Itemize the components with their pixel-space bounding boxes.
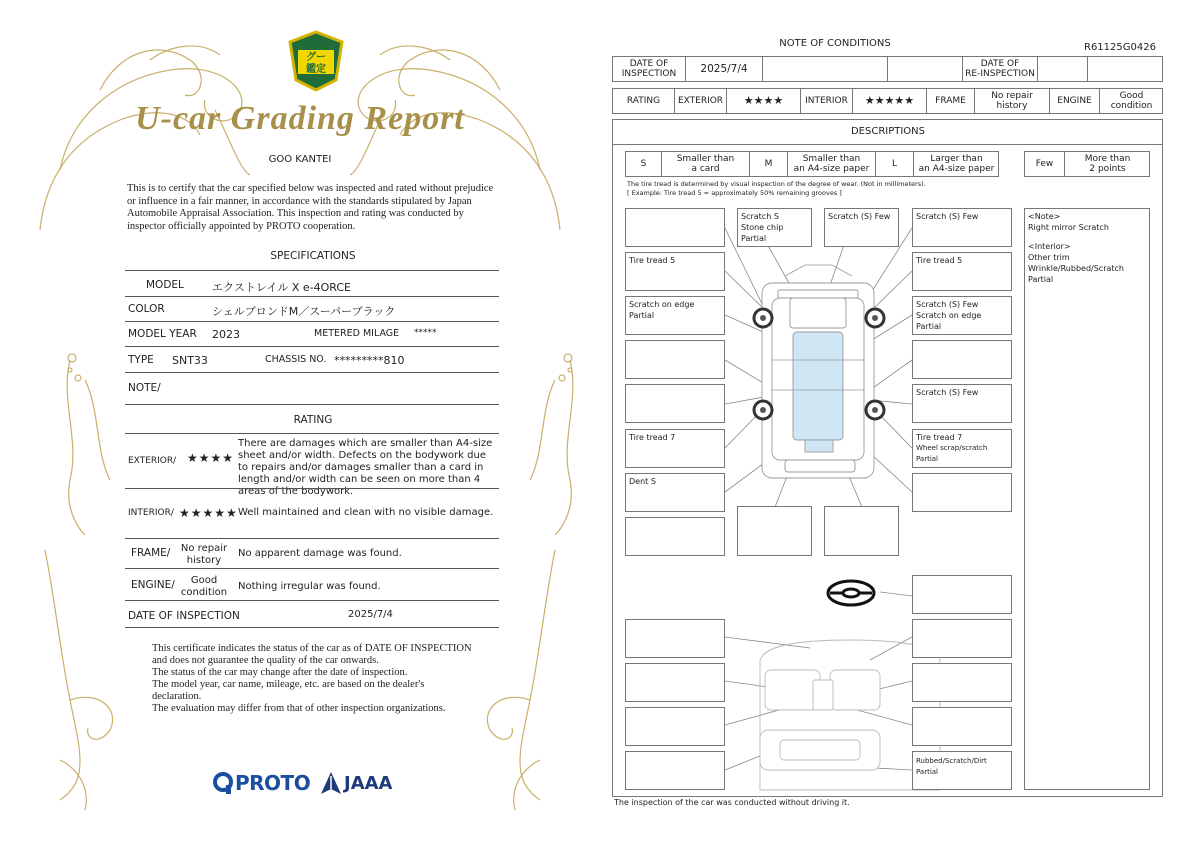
note-box [824,506,899,556]
interior-stars: ★★★★★ [179,506,238,520]
goo-kantei-logo [286,30,346,92]
report-subtitle: GOO KANTEI [268,154,332,165]
engine-description: Nothing irregular was found. [238,581,381,592]
exterior-label: EXTERIOR/ [128,456,177,466]
note-box-dent: Dent S [625,473,725,512]
note-box-scratch-s: Scratch S Stone chip Partial [737,208,812,247]
interior-label: INTERIOR [801,89,853,113]
note-label: NOTE/ [128,382,161,394]
frame-label: FRAME [927,89,975,113]
note-box [912,575,1012,614]
frame-label: FRAME/ [131,547,171,559]
model-year-label: MODEL YEAR [128,328,197,340]
note-box-tire-rear-right: Tire tread 7 Wheel scrap/scratch Partial [912,429,1012,468]
proto-icon [212,771,234,795]
conditions-footer: The inspection of the car was conducted without driving it. [614,798,850,807]
note-box [737,506,812,556]
jaaa-icon [320,771,342,795]
certificate-footer: This certificate indicates the status of the car as of DATE OF INSPECTION and does not guarantee the quality of the car onwards. The status of the car may change after the date of inspection. The model year, car name, mileage, etc. are based on the dealer's declaration. The evaluation may differ from that of other inspection organizations. [152,643,472,714]
date-of-inspection-value: 2025/7/4 [348,609,393,620]
steering-wheel-icon [828,581,874,605]
model-label: MODEL [146,279,184,291]
mileage-value: ***** [414,328,437,338]
jaaa-logo-text: JAAA [344,773,393,794]
reinspection-label: DATE OF RE-INSPECTION [963,57,1038,81]
exterior-stars: ★★★★ [727,89,801,113]
note-box [625,751,725,790]
date-inspection-value: 2025/7/4 [686,57,763,81]
engine-label: ENGINE/ [131,579,175,591]
ornament-right-side [480,340,600,540]
few-legend: Few More than 2 points [1024,151,1150,177]
svg-text:グー: グー [306,52,326,63]
rating-label: RATING [613,89,675,113]
specs-header: SPECIFICATIONS [270,250,356,262]
note-box [625,208,725,247]
descriptions-header: DESCRIPTIONS [850,126,926,137]
notes-panel: <Note> Right mirror Scratch <Interior> Other trim Wrinkle/Rubbed/Scratch Partial [1024,208,1150,790]
note-box [912,619,1012,658]
type-value: SNT33 [172,354,208,367]
interior-stars: ★★★★★ [853,89,927,113]
engine-label: ENGINE [1050,89,1100,113]
note-box-scratch-few-top: Scratch (S) Few [824,208,899,247]
type-label: TYPE [128,354,154,366]
note-box [912,340,1012,379]
frame-value: No repair history [975,89,1050,113]
note-box-right-low: Scratch (S) Few [912,384,1012,423]
note-box [625,517,725,556]
model-value: エクストレイル X e-4ORCE [212,281,351,294]
date-inspection-label: DATE OF INSPECTION [613,57,686,81]
svg-text:鑑定: 鑑定 [306,64,326,75]
rating-header: RATING [293,414,333,426]
interior-label: INTERIOR/ [128,508,174,518]
conditions-title: NOTE OF CONDITIONS [779,38,891,49]
frame-value: No repair history [180,543,228,566]
tire-note: The tire tread is determined by visual inspection of the degree of wear. (Not in millimeters). [ Example: Tire tread 5 = approximately 50% remaining grooves ] [627,180,926,197]
note-of-conditions [600,0,1200,848]
chassis-label: CHASSIS NO. [265,354,327,365]
report-id: R61125G0426 [1084,42,1156,53]
engine-value: Good condition [1110,91,1153,111]
frame-description: No apparent damage was found. [238,548,402,559]
date-of-inspection-label: DATE OF INSPECTION [128,610,240,622]
note-box-tire-front-right: Tire tread 5 [912,252,1012,291]
certificate-intro: This is to certify that the car specified below was inspected and rated without prejudice or influence in a fair manner, in accordance with the standards stipulated by Japan Automobile Appraisal Association. This inspection and rating was conducted by inspector officially appointed by PROTO cooperation. [127,183,494,232]
mileage-label: METERED MILAGE [314,328,400,339]
exterior-description: There are damages which are smaller than A4-size sheet and/or width. Defects on the bodywork due to repairs and/or damages smaller than a card in length and/or width can be seen on more than 4 areas of the bodywork. [238,438,493,497]
note-box-scratch-few-right: Scratch (S) Few [912,208,1012,247]
note-box [912,473,1012,512]
exterior-stars: ★★★★ [187,451,235,465]
note-box-tire-front-left: Tire tread 5 [625,252,725,291]
interior-description: Well maintained and clean with no visible damage. [238,507,494,518]
report-title: U-car Grading Report [135,100,465,137]
note-box [912,663,1012,702]
size-legend: S Smaller than a card M Smaller than an A4-size paper L Larger than an A4-size paper [625,151,999,177]
engine-value: Good condition [180,575,228,598]
note-box [625,619,725,658]
chassis-value: *********810 [334,354,405,367]
note-box [625,340,725,379]
note-box [625,707,725,746]
note-box-right-mid: Scratch (S) Few Scratch on edge Partial [912,296,1012,335]
note-box-tire-rear-left: Tire tread 7 [625,429,725,468]
color-label: COLOR [128,303,165,315]
exterior-label: EXTERIOR [675,89,727,113]
note-box [625,663,725,702]
model-year-value: 2023 [212,328,240,341]
color-value: シェルブロンドM／スーパーブラック [212,305,396,318]
proto-logo-text: PROTO [235,771,311,795]
note-box-edge-left: Scratch on edge Partial [625,296,725,335]
note-box [625,384,725,423]
note-box-rubbed: Rubbed/Scratch/Dirt Partial [912,751,1012,790]
note-box [912,707,1012,746]
